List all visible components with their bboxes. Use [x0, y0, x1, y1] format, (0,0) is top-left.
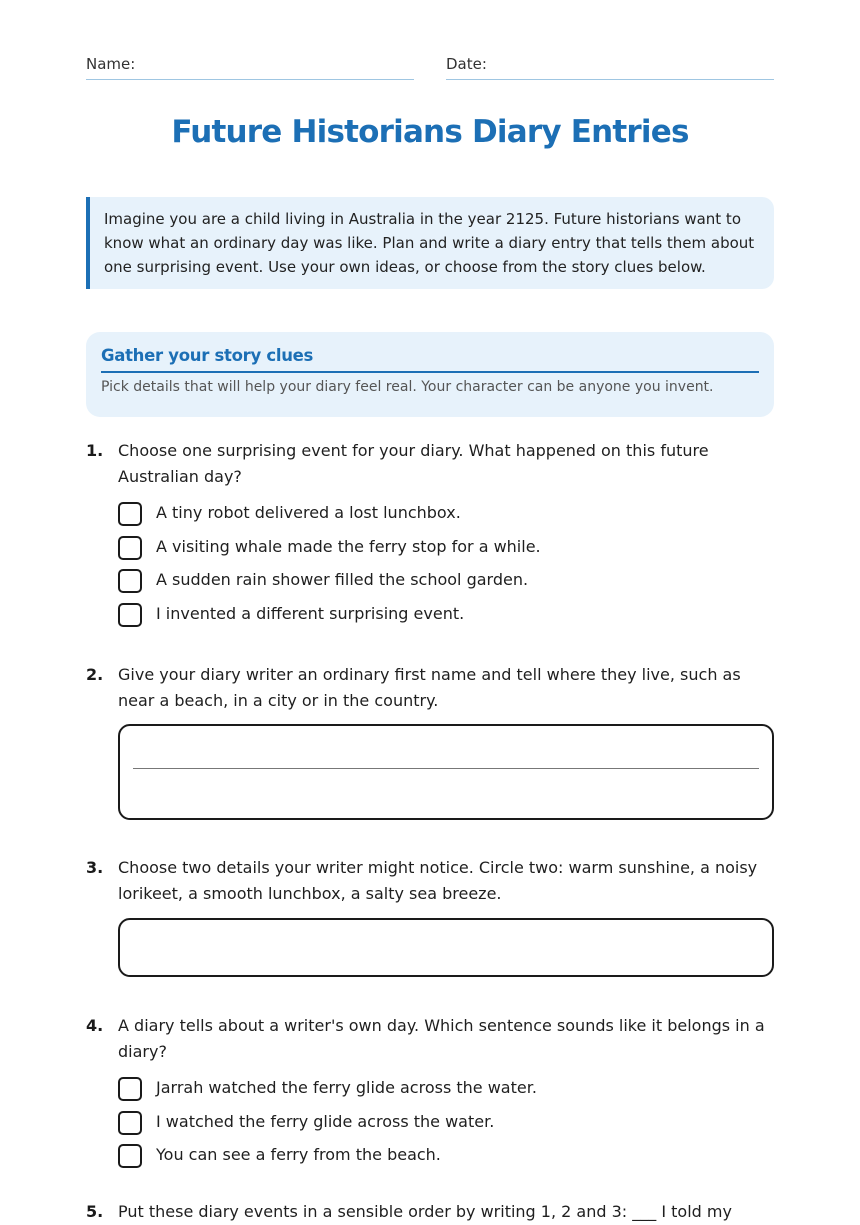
option-label: I watched the ferry glide across the water. [156, 1112, 495, 1131]
option-label: You can see a ferry from the beach. [156, 1145, 441, 1164]
name-label: Name: [86, 55, 136, 73]
question-text: Put these diary events in a sensible order by writing 1, 2 and 3: ___ I told my [118, 1202, 732, 1221]
answer-box[interactable] [118, 918, 774, 977]
question-text: A diary tells about a writer's own day. Which sentence sounds like it belongs in a diary? [118, 1016, 765, 1061]
checkbox[interactable] [118, 502, 142, 526]
answer-box[interactable] [118, 724, 774, 820]
option-label: A tiny robot delivered a lost lunchbox. [156, 503, 461, 522]
intro-callout: Imagine you are a child living in Australia in the year 2125. Future historians want to know what an ordinary day was like. Plan and write a diary entry that tells them about one surprising event. Use your own ideas, or choose from the story clues below. [86, 197, 774, 289]
question-number: 4. [86, 1016, 104, 1035]
header-fields [86, 52, 774, 80]
date-field[interactable] [446, 52, 774, 80]
question-text: Give your diary writer an ordinary first name and tell where they live, such as near a beach, in a city or in the country. [118, 665, 741, 710]
story-clues-subtitle: Pick details that will help your diary feel real. Your character can be anyone you invent. [101, 379, 714, 395]
checkbox[interactable] [118, 569, 142, 593]
question-text: Choose two details your writer might notice. Circle two: warm sunshine, a noisy lorikeet, a smooth lunchbox, a salty sea breeze. [118, 858, 758, 903]
option-label: A sudden rain shower filled the school garden. [156, 570, 529, 589]
question-number: 1. [86, 441, 104, 460]
option-label: Jarrah watched the ferry glide across the water. [156, 1078, 537, 1097]
checkbox[interactable] [118, 603, 142, 627]
option-label: I invented a different surprising event. [156, 604, 465, 623]
question-number: 3. [86, 858, 104, 877]
question-number: 5. [86, 1202, 104, 1221]
name-field[interactable] [86, 52, 414, 80]
page-title: Future Historians Diary Entries [171, 114, 689, 150]
checkbox[interactable] [118, 1144, 142, 1168]
story-clues-panel [86, 332, 774, 417]
option-label: A visiting whale made the ferry stop for a while. [156, 537, 541, 556]
checkbox[interactable] [118, 1111, 142, 1135]
writing-line [133, 768, 759, 769]
date-label: Date: [446, 55, 487, 73]
checkbox[interactable] [118, 1077, 142, 1101]
question-number: 2. [86, 665, 104, 684]
checkbox[interactable] [118, 536, 142, 560]
question-text: Choose one surprising event for your diary. What happened on this future Australian day? [118, 441, 709, 486]
story-clues-title: Gather your story clues [101, 346, 759, 373]
